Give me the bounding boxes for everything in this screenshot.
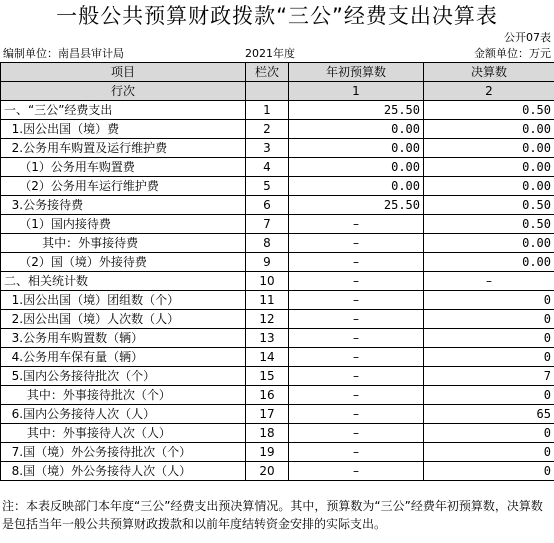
table-row [1, 443, 554, 462]
row-final-value: 0.50 [424, 215, 554, 234]
row-item-label: 其中：外事接待费 [1, 234, 246, 253]
row-budget-value: – [289, 367, 424, 386]
row-item-label: 1.因公出国（境）费 [1, 120, 246, 139]
table-row [1, 101, 554, 120]
expenditure-table [0, 62, 554, 481]
row-budget-value: 0.00 [289, 139, 424, 158]
table-row [1, 329, 554, 348]
row-final-value: 0 [424, 462, 554, 481]
table-row [1, 405, 554, 424]
table-row [1, 234, 554, 253]
row-seq: 16 [246, 386, 289, 405]
amount-unit: 金额单位：万元 [474, 47, 551, 60]
header-seq: 栏次 [246, 63, 289, 82]
row-final-value: 0 [424, 310, 554, 329]
table-row [1, 158, 554, 177]
row-seq: 3 [246, 139, 289, 158]
table-row [1, 424, 554, 443]
row-final-value: 0.00 [424, 120, 554, 139]
row-item-label: 4.公务用车保有量（辆） [1, 348, 246, 367]
row-seq: 17 [246, 405, 289, 424]
header-final: 决算数 [424, 63, 554, 82]
row-seq: 1 [246, 101, 289, 120]
row-seq: 7 [246, 215, 289, 234]
row-item-label: 3.公务接待费 [1, 196, 246, 215]
row-item-label: 7.国（境）外公务接待批次（个） [1, 443, 246, 462]
row-item-label: 其中：外事接待批次（个） [1, 386, 246, 405]
header-row [1, 63, 554, 82]
row-seq: 4 [246, 158, 289, 177]
row-final-value: 0 [424, 424, 554, 443]
fiscal-year: 2021年度 [245, 47, 295, 60]
row-seq: 20 [246, 462, 289, 481]
row-budget-value: – [289, 443, 424, 462]
row-seq: 9 [246, 253, 289, 272]
header-item: 项目 [1, 63, 246, 82]
compiling-unit: 编制单位：南昌县审计局 [3, 47, 124, 60]
row-item-label: 一、“三公”经费支出 [1, 101, 246, 120]
row-budget-value: – [289, 215, 424, 234]
row-item-label: 8.国（境）外公务接待人次（人） [1, 462, 246, 481]
row-final-value: 0 [424, 348, 554, 367]
row-index-budget: 1 [289, 82, 424, 101]
row-budget-value: – [289, 405, 424, 424]
row-budget-value: – [289, 386, 424, 405]
row-budget-value: – [289, 462, 424, 481]
row-final-value: 0.00 [424, 158, 554, 177]
row-seq: 5 [246, 177, 289, 196]
table-row [1, 291, 554, 310]
row-budget-value: – [289, 253, 424, 272]
row-budget-value: 0.00 [289, 158, 424, 177]
row-item-label: 2.公务用车购置及运行维护费 [1, 139, 246, 158]
row-item-label: 其中：外事接待人次（人） [1, 424, 246, 443]
row-budget-value: – [289, 424, 424, 443]
table-row [1, 367, 554, 386]
table-code: 公开07表 [504, 31, 551, 44]
row-item-label: 2.因公出国（境）人次数（人） [1, 310, 246, 329]
row-item-label: 二、相关统计数 [1, 272, 246, 291]
table-row [1, 177, 554, 196]
row-final-value: 0.00 [424, 177, 554, 196]
header-budget: 年初预算数 [289, 63, 424, 82]
row-item-label: （2）公务用车运行维护费 [1, 177, 246, 196]
row-final-value: 0 [424, 291, 554, 310]
row-seq: 6 [246, 196, 289, 215]
table-row [1, 348, 554, 367]
row-budget-value: – [289, 310, 424, 329]
table-row [1, 462, 554, 481]
row-budget-value: 0.00 [289, 177, 424, 196]
row-item-label: （1）国内接待费 [1, 215, 246, 234]
row-budget-value: 25.50 [289, 196, 424, 215]
row-final-value: 0.50 [424, 101, 554, 120]
table-row [1, 196, 554, 215]
row-final-value: 0.00 [424, 253, 554, 272]
table-row [1, 120, 554, 139]
row-item-label: （1）公务用车购置费 [1, 158, 246, 177]
row-final-value: – [424, 272, 554, 291]
row-item-label: （2）国（境）外接待费 [1, 253, 246, 272]
row-final-value: 0.00 [424, 234, 554, 253]
row-budget-value: – [289, 329, 424, 348]
row-final-value: 0 [424, 386, 554, 405]
table-row [1, 386, 554, 405]
row-index-header [1, 82, 554, 101]
row-item-label: 3.公务用车购置数（辆） [1, 329, 246, 348]
row-item-label: 6.国内公务接待人次（人） [1, 405, 246, 424]
row-seq: 15 [246, 367, 289, 386]
row-budget-value: 0.00 [289, 120, 424, 139]
row-budget-value: – [289, 348, 424, 367]
row-seq: 19 [246, 443, 289, 462]
row-final-value: 0.50 [424, 196, 554, 215]
row-final-value: 7 [424, 367, 554, 386]
row-budget-value: – [289, 272, 424, 291]
row-index-seq [246, 82, 289, 101]
footnote: 注：本表反映部门本年度“三公”经费支出预决算情况。其中，预算数为“三公”经费年初预算数，决算数是包括当年一般公共预算财政拨款和以前年度结转资金安排的实际支出。 [2, 499, 543, 531]
row-seq: 10 [246, 272, 289, 291]
page-title: 一般公共预算财政拨款“三公”经费支出决算表 [56, 4, 498, 28]
row-seq: 14 [246, 348, 289, 367]
table-row [1, 272, 554, 291]
table-row [1, 310, 554, 329]
row-final-value: 0.00 [424, 139, 554, 158]
table-row [1, 253, 554, 272]
row-seq: 2 [246, 120, 289, 139]
row-seq: 12 [246, 310, 289, 329]
table-row [1, 139, 554, 158]
row-seq: 11 [246, 291, 289, 310]
row-seq: 13 [246, 329, 289, 348]
row-final-value: 65 [424, 405, 554, 424]
row-index-final: 2 [424, 82, 554, 101]
row-budget-value: – [289, 234, 424, 253]
row-budget-value: – [289, 291, 424, 310]
row-final-value: 0 [424, 329, 554, 348]
table-row [1, 215, 554, 234]
row-seq: 18 [246, 424, 289, 443]
row-seq: 8 [246, 234, 289, 253]
row-final-value: 0 [424, 443, 554, 462]
row-budget-value: 25.50 [289, 101, 424, 120]
row-item-label: 5.国内公务接待批次（个） [1, 367, 246, 386]
row-item-label: 1.因公出国（境）团组数（个） [1, 291, 246, 310]
row-index-label: 行次 [1, 82, 246, 101]
